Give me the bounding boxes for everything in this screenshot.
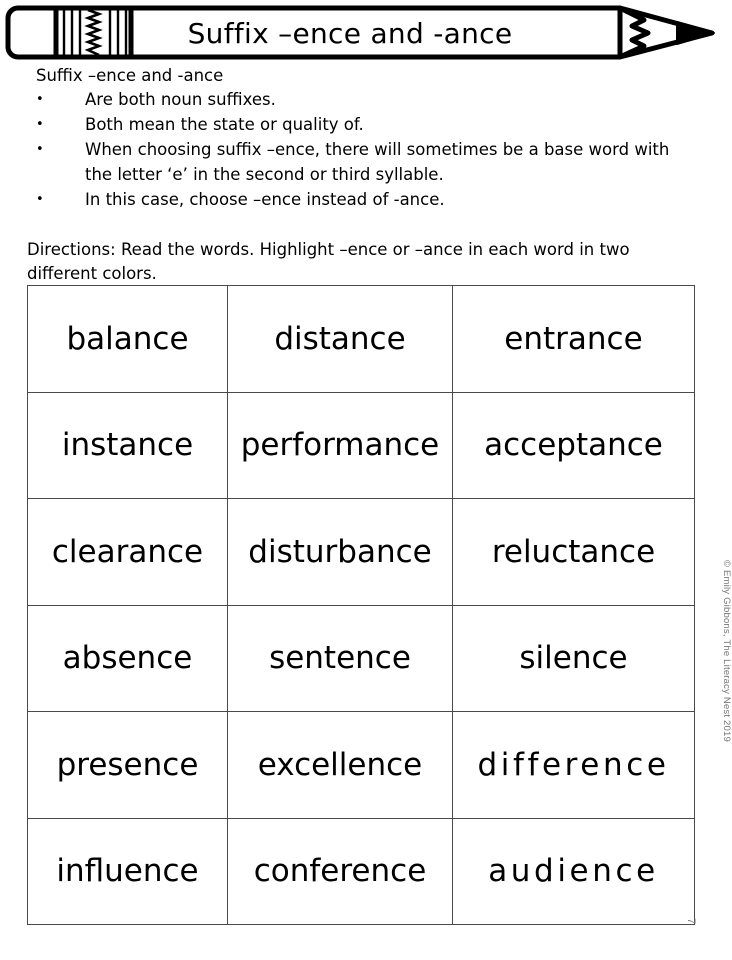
word-cell[interactable] [453,818,695,925]
word-cell[interactable] [453,286,695,393]
intro-bullet-text: Both mean the state or quality of. [85,115,364,134]
intro-bullet-item [36,187,696,212]
word-text: reluctance [491,533,656,570]
intro-bullet-text: In this case, choose –ence instead of -ance. [85,190,445,209]
word-cell[interactable] [228,712,453,819]
page-title: Suffix –ence and -ance [187,16,513,50]
word-cell[interactable] [28,605,228,712]
word-text: excellence [257,746,423,783]
word-text: audience [488,853,659,890]
intro-bullet-text: Are both noun suffixes. [85,90,276,109]
word-text: entrance [504,320,643,357]
word-cell[interactable] [228,605,453,712]
word-cell[interactable] [453,605,695,712]
word-cell[interactable] [453,712,695,819]
bullet-dot-icon: • [36,92,44,107]
word-text: performance [240,427,440,464]
word-cell[interactable] [28,286,228,393]
word-text: acceptance [484,427,663,464]
page-number: 7 [685,918,697,925]
word-text: clearance [51,533,204,570]
word-text: difference [477,746,670,783]
word-text: distance [274,320,406,357]
word-text: conference [253,853,427,890]
word-cell[interactable] [228,392,453,499]
word-cell[interactable] [28,499,228,606]
pencil-banner [0,0,720,66]
table-row [28,286,695,393]
table-row [28,712,695,819]
word-cell[interactable] [453,499,695,606]
word-cell[interactable] [453,392,695,499]
intro-block [36,64,696,212]
intro-bullet-item [36,112,696,137]
word-cell[interactable] [28,392,228,499]
word-cell[interactable] [28,712,228,819]
word-text: sentence [269,640,411,677]
intro-heading: Suffix –ence and -ance [36,66,224,85]
word-text: silence [519,640,628,677]
word-text: instance [61,427,194,464]
table-row [28,392,695,499]
word-cell[interactable] [28,818,228,925]
word-cell[interactable] [228,499,453,606]
bullet-dot-icon: • [36,142,44,157]
directions-text: Directions: Read the words. Highlight –ence or –ance in each word in two different colors. [27,240,630,283]
word-table [27,285,695,925]
table-row [28,818,695,925]
word-text: disturbance [248,533,432,570]
word-cell[interactable] [228,818,453,925]
pencil-graphite-tip [677,22,714,44]
table-row [28,499,695,606]
word-text: presence [56,746,199,783]
word-text: influence [56,853,199,890]
intro-bullet-item [36,137,696,187]
bullet-dot-icon: • [36,117,44,132]
intro-bullet-text: When choosing suffix –ence, there will sometimes be a base word with the letter ‘e’ in the second or third syllable. [85,140,670,184]
word-text: balance [66,320,189,357]
bullet-dot-icon: • [36,192,44,207]
table-row [28,605,695,712]
word-cell[interactable] [228,286,453,393]
word-text: absence [62,640,193,677]
intro-bullet-item [36,87,696,112]
copyright-notice: © Emily Gibbons, The Literacy Nest 2019 [721,559,732,742]
